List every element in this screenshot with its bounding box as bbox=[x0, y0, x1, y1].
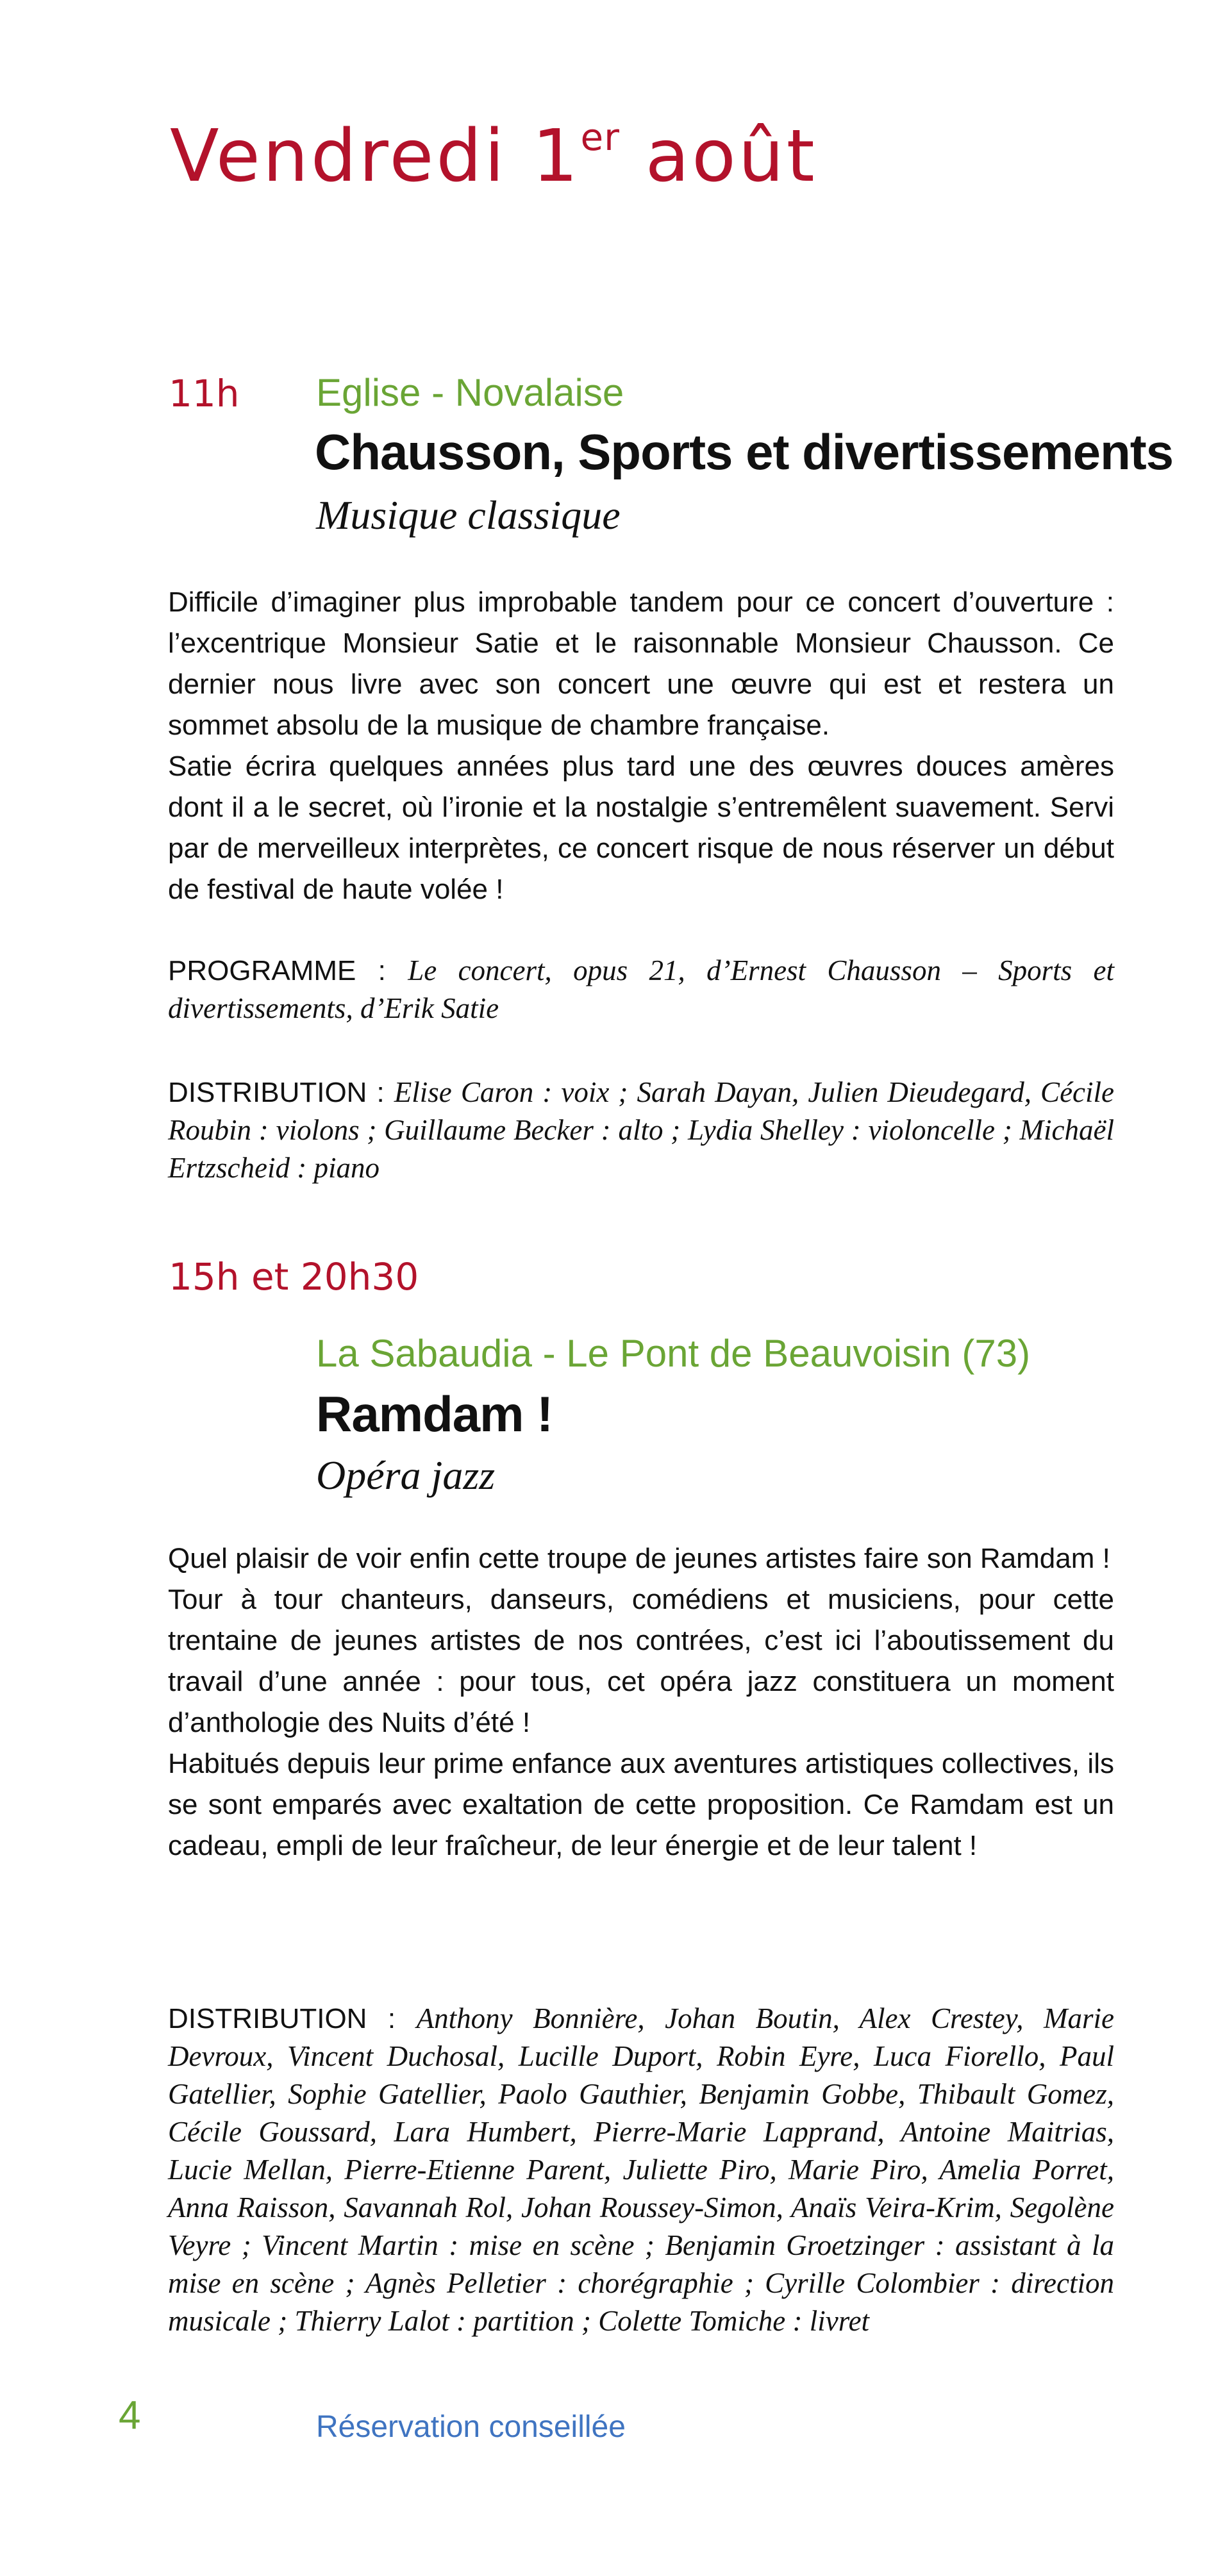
event-1-genre: Musique classique bbox=[316, 492, 621, 538]
distribution-label: DISTRIBUTION : bbox=[168, 1077, 394, 1108]
event-1-time: 11h bbox=[169, 372, 240, 415]
distribution-value: Elise Caron : voix ; Sarah Dayan, Julien Dieudegard, Cécile Roubin : violons ; Guillaume Becker : alto ; Lydia Shelley : violoncelle ; Michaël Ertzscheid : piano bbox=[168, 1076, 1114, 1184]
distribution-value: Anthony Bonnière, Johan Boutin, Alex Crestey, Marie Devroux, Vincent Duchosal, Lucille Duport, Robin Eyre, Luca Fiorello, Paul Gatellier, Sophie Gatellier, Paolo Gauthier, Benjamin Gobbe, Thibault Gomez, Cécile Goussard, Lara Humbert, Pierre-Marie Lapprand, Antoine Maitrias, Lucie Mellan, Pierre-Etienne Parent, Juliette Piro, Marie Piro, Amelia Porret, Anna Raisson, Savannah Rol, Johan Roussey-Simon, Anaïs Veira-Krim, Segolène Veyre ; Vincent Martin : mise en scène ; Benjamin Groetzinger : assistant à la mise en scène ; Agnès Pelletier : chorégraphie ; Cyrille Colombier : direction musicale ; Thierry Lalot : partition ; Colette Tomiche : livret bbox=[168, 2002, 1114, 2337]
event-1-distribution bbox=[168, 1074, 1114, 1187]
event-1-description bbox=[168, 582, 1114, 910]
event-2-description-paragraph: Quel plaisir de voir enfin cette troupe de jeunes artistes faire son Ramdam ! bbox=[168, 1543, 1110, 1574]
event-2-description-paragraph: Tour à tour chanteurs, danseurs, comédiens et musiciens, pour cette trentaine de jeunes artistes de nos contrées, c’est ici l’aboutissement du travail d’une année : pour tous, cet opéra jazz constituera un moment d’anthologie des Nuits d’été ! bbox=[168, 1584, 1114, 1738]
event-1-description-paragraph: Difficile d’imaginer plus improbable tandem pour ce concert d’ouverture : l’excentrique Monsieur Satie et le raisonnable Monsieur Chausson. Ce dernier nous livre avec son concert une œuvre qui est et restera un sommet absolu de la musique de chambre française. bbox=[168, 586, 1114, 741]
programme-label: PROGRAMME : bbox=[168, 955, 408, 986]
reservation-note: Réservation conseillée bbox=[316, 2410, 626, 2444]
event-1-venue: Eglise - Novalaise bbox=[316, 371, 624, 414]
event-1-description-paragraph: Satie écrira quelques années plus tard une des œuvres douces amères dont il a le secret, où l’ironie et la nostalgie s’entremêlent suavement. Servi par de merveilleux interprètes, ce concert risque de nous réserver un début de festival de haute volée ! bbox=[168, 751, 1114, 905]
event-2-genre: Opéra jazz bbox=[316, 1452, 496, 1498]
event-2-venue: La Sabaudia - Le Pont de Beauvoisin (73) bbox=[316, 1332, 1031, 1375]
event-2-time: 15h et 20h30 bbox=[169, 1255, 419, 1299]
event-1-title: Chausson, Sports et divertissements bbox=[315, 424, 1174, 480]
event-2-title: Ramdam ! bbox=[316, 1386, 553, 1442]
distribution-label: DISTRIBUTION : bbox=[168, 2003, 417, 2034]
day-title bbox=[170, 115, 817, 198]
event-2-description bbox=[168, 1538, 1114, 1866]
event-1-programme bbox=[168, 952, 1114, 1027]
day-title-main: Vendredi 1 bbox=[170, 115, 581, 198]
event-2-distribution bbox=[168, 2000, 1114, 2340]
day-title-superscript: er bbox=[580, 115, 620, 159]
event-2-description-paragraph: Habitués depuis leur prime enfance aux aventures artistiques collectives, ils se sont emparés avec exaltation de cette proposition. Ce Ramdam est un cadeau, empli de leur fraîcheur, de leur énergie et de leur talent ! bbox=[168, 1748, 1114, 1861]
day-title-month: août bbox=[620, 115, 817, 198]
programme-value: Le concert, opus 21, d’Ernest Chausson – Sports et divertissements, d’Erik Satie bbox=[168, 954, 1114, 1024]
page-number: 4 bbox=[119, 2393, 141, 2438]
